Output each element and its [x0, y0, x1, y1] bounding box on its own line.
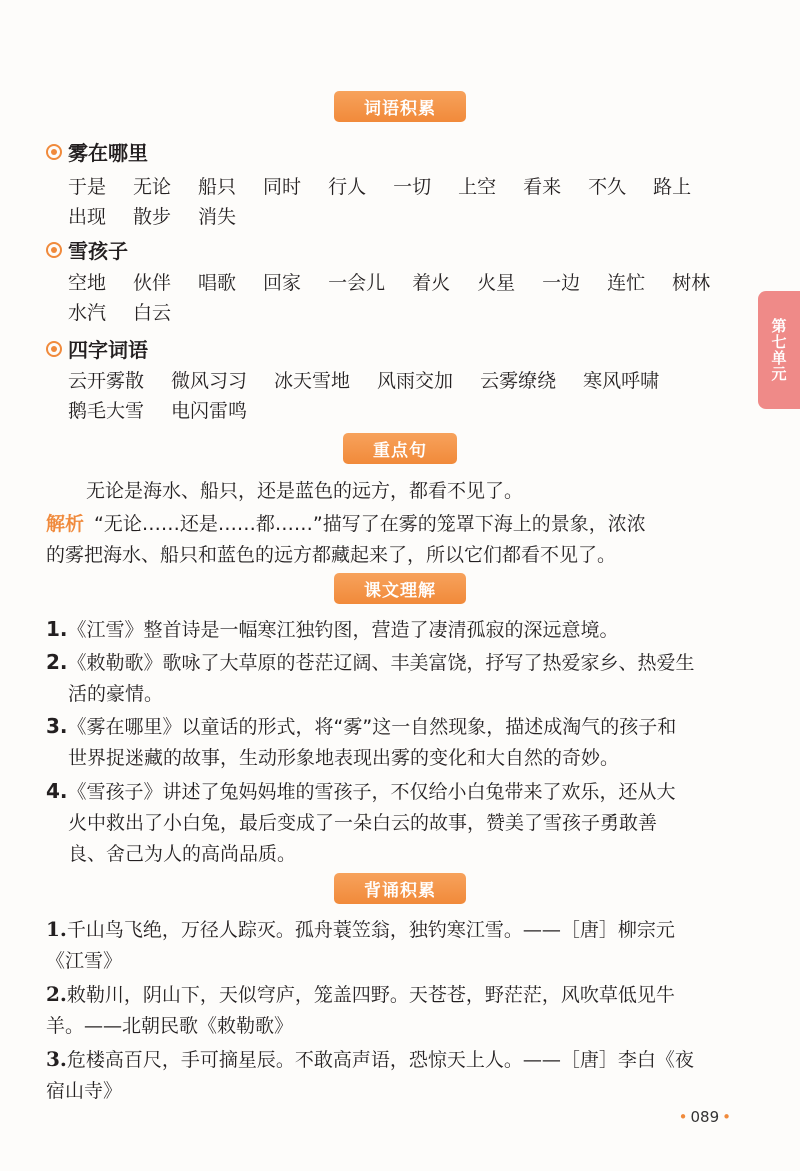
- word: 散步: [133, 206, 172, 228]
- word: 着火: [412, 272, 451, 294]
- vocab-group-title: [46, 235, 128, 264]
- word: 同时: [263, 176, 302, 198]
- word: 消失: [198, 206, 237, 228]
- word: 唱歌: [198, 272, 237, 294]
- item-text-cont: 活的豪情。: [68, 683, 164, 705]
- word: 空地: [68, 272, 107, 294]
- analysis-line: [46, 509, 646, 536]
- recite-item: [46, 915, 675, 942]
- word-line: [68, 396, 274, 423]
- word: 云雾缭绕: [480, 370, 557, 392]
- word: 树林: [672, 272, 711, 294]
- vocab-group-title-text: 四字词语: [68, 338, 148, 362]
- section-header-key-sentence: 重点句: [343, 433, 457, 464]
- word-line: [68, 298, 198, 325]
- item-number: 2.: [46, 650, 68, 674]
- item-number: 1.: [46, 917, 67, 941]
- word: 一切: [393, 176, 432, 198]
- word: 冰天雪地: [274, 370, 351, 392]
- item-text: 敕勒川，阴山下，天似穹庐，笼盖四野。天苍苍，野茫茫，风吹草低见牛: [66, 984, 675, 1006]
- dot-icon: •: [678, 1108, 688, 1126]
- item-number: 3.: [46, 1047, 67, 1071]
- word: 看来: [523, 176, 562, 198]
- item-text: 《雾在哪里》以童话的形式，将“雾”这一自然现象，描述成淘气的孩子和: [67, 716, 677, 738]
- word: 寒风呼啸: [583, 370, 660, 392]
- word: 行人: [328, 176, 367, 198]
- unit-side-tab: [758, 291, 800, 409]
- item-text-cont: 羊。——北朝民歌《敕勒歌》: [46, 1015, 294, 1037]
- item-number: 3.: [46, 714, 68, 738]
- word: 不久: [588, 176, 627, 198]
- item-text: 《江雪》整首诗是一幅寒江独钓图，营造了凄清孤寂的深远意境。: [67, 619, 619, 641]
- word: 水汽: [68, 302, 107, 324]
- section-header-vocab: 词语积累: [334, 91, 466, 122]
- item-text: 千山鸟飞绝，万径人踪灭。孤舟蓑笠翁，独钓寒江雪。——［唐］柳宗元: [66, 919, 675, 941]
- word: 伙伴: [133, 272, 172, 294]
- item-text-cont: 世界捉迷藏的故事，生动形象地表现出雾的变化和大自然的奇妙。: [68, 747, 620, 769]
- word-line: [68, 366, 686, 393]
- word: 船只: [198, 176, 237, 198]
- word: 微风习习: [171, 370, 248, 392]
- item-text-cont: 《江雪》: [46, 950, 123, 972]
- circle-bullet-icon: [46, 242, 62, 258]
- understanding-item: [46, 615, 619, 642]
- word: 上空: [458, 176, 497, 198]
- word: 回家: [263, 272, 302, 294]
- word: 火星: [477, 272, 516, 294]
- word: 云开雾散: [68, 370, 145, 392]
- vocab-group-title: [46, 137, 148, 166]
- analysis-line: 的雾把海水、船只和蓝色的远方都藏起来了，所以它们都看不见了。: [46, 544, 617, 566]
- item-text: 危楼高百尺，手可摘星辰。不敢高声语，恐惊天上人。——［唐］李白《夜: [66, 1049, 694, 1071]
- circle-bullet-icon: [46, 341, 62, 357]
- dot-icon: •: [722, 1108, 731, 1126]
- vocab-group-title-text: 雪孩子: [68, 239, 128, 263]
- recite-item: [46, 1045, 694, 1072]
- word: 电闪雷鸣: [171, 400, 248, 422]
- word: 出现: [68, 206, 107, 228]
- unit-side-tab-label: 第七单元: [769, 318, 788, 382]
- item-text: 《雪孩子》讲述了兔妈妈堆的雪孩子，不仅给小白兔带来了欢乐，还从大: [67, 781, 676, 803]
- item-text-cont: 良、舍己为人的高尚品质。: [68, 843, 297, 865]
- vocab-group-title: [46, 334, 148, 363]
- word-line: [68, 202, 263, 229]
- section-header-understanding: 课文理解: [334, 573, 466, 604]
- item-text: 《敕勒歌》歌咏了大草原的苍茫辽阔、丰美富饶，抒写了热爱家乡、热爱生: [67, 652, 695, 674]
- word: 连忙: [607, 272, 646, 294]
- understanding-item: [46, 777, 676, 804]
- word-line: [68, 268, 737, 295]
- analysis-text: “无论……还是……都……”描写了在雾的笼罩下海上的景象，浓浓: [94, 513, 646, 535]
- item-number: 1.: [46, 617, 68, 641]
- item-number: 4.: [46, 779, 68, 803]
- understanding-item: [46, 712, 676, 739]
- word: 一边: [542, 272, 581, 294]
- key-sentence: 无论是海水、船只，还是蓝色的远方，都看不见了。: [86, 480, 524, 502]
- word: 于是: [68, 176, 107, 198]
- item-number: 2.: [46, 982, 67, 1006]
- section-header-recite: 背诵积累: [334, 873, 466, 904]
- item-text-cont: 火中救出了小白兔，最后变成了一朵白云的故事，赞美了雪孩子勇敢善: [68, 812, 658, 834]
- recite-item: [46, 980, 675, 1007]
- word-line: [68, 172, 718, 199]
- analysis-label: 解析: [46, 513, 85, 535]
- word: 白云: [133, 302, 172, 324]
- page-number-text: 089: [690, 1108, 720, 1126]
- word: 路上: [653, 176, 692, 198]
- vocab-group-title-text: 雾在哪里: [68, 141, 148, 165]
- word: 鹅毛大雪: [68, 400, 145, 422]
- page-number: [676, 1108, 734, 1126]
- word: 无论: [133, 176, 172, 198]
- word: 一会儿: [328, 272, 386, 294]
- item-text-cont: 宿山寺》: [46, 1080, 123, 1102]
- circle-bullet-icon: [46, 144, 62, 160]
- understanding-item: [46, 648, 695, 675]
- word: 风雨交加: [377, 370, 454, 392]
